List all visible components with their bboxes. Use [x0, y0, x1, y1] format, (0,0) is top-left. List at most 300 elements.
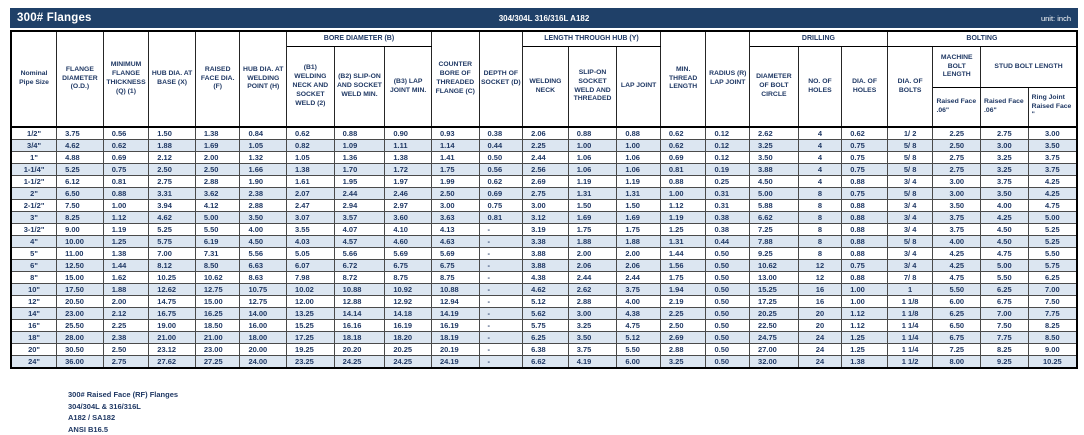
- cell-machine_rf: 3.50: [933, 200, 981, 212]
- cell-y_lj: 0.88: [617, 127, 661, 140]
- cell-b3: 1.97: [385, 176, 432, 188]
- cell-od: 4.88: [57, 152, 104, 164]
- cell-bolt_dia: 3/ 4: [887, 176, 933, 188]
- cell-stud_ring: 5.50: [1028, 248, 1077, 260]
- header-socket-depth: DEPTH OF SOCKET (D): [479, 31, 523, 127]
- cell-bolt_circle: 27.00: [750, 344, 799, 356]
- cell-stud_rf: 3.00: [981, 140, 1029, 152]
- cell-b1: 6.07: [287, 260, 335, 272]
- cell-socket_depth: 0.50: [479, 152, 523, 164]
- cell-hole_dia: 0.88: [842, 176, 888, 188]
- cell-socket_depth: -: [479, 248, 523, 260]
- table-row: [11, 308, 1077, 320]
- cell-num_holes: 16: [798, 284, 842, 296]
- header-radius: RADIUS (R) LAP JOINT: [706, 31, 750, 127]
- cell-pipe_size: 6": [11, 260, 57, 272]
- cell-pipe_size: 1-1/2": [11, 176, 57, 188]
- cell-b3: 2.97: [385, 200, 432, 212]
- cell-b1: 1.05: [287, 152, 335, 164]
- cell-min_thread: 1.75: [660, 272, 706, 284]
- footnote-line: 304/304L & 316/316L: [68, 401, 178, 413]
- table-row: [11, 284, 1077, 296]
- cell-pipe_size: 1/2": [11, 127, 57, 140]
- cell-b2: 14.14: [334, 308, 385, 320]
- cell-bolt_circle: 9.25: [750, 248, 799, 260]
- cell-y_so: 1.50: [568, 200, 617, 212]
- cell-hole_dia: 0.75: [842, 188, 888, 200]
- cell-pipe_size: 16": [11, 320, 57, 332]
- cell-b3: 0.90: [385, 127, 432, 140]
- cell-y_so: 1.75: [568, 224, 617, 236]
- cell-pipe_size: 12": [11, 296, 57, 308]
- cell-pipe_size: 18": [11, 332, 57, 344]
- cell-hub_weld: 18.00: [240, 332, 287, 344]
- cell-thickness: 2.25: [103, 320, 149, 332]
- cell-machine_rf: 3.75: [933, 224, 981, 236]
- cell-b2: 5.66: [334, 248, 385, 260]
- cell-rf_dia: 21.00: [195, 332, 240, 344]
- cell-bolt_circle: 6.62: [750, 212, 799, 224]
- cell-stud_ring: 5.00: [1028, 212, 1077, 224]
- header-hub-base: HUB DIA. AT BASE (X): [149, 31, 196, 127]
- cell-num_holes: 20: [798, 308, 842, 320]
- cell-y_so: 3.00: [568, 308, 617, 320]
- cell-b1: 0.82: [287, 140, 335, 152]
- cell-b3: 12.92: [385, 296, 432, 308]
- cell-min_thread: 2.19: [660, 296, 706, 308]
- cell-min_thread: 1.56: [660, 260, 706, 272]
- cell-y_so: 1.19: [568, 176, 617, 188]
- cell-y_lj: 2.00: [617, 248, 661, 260]
- cell-hub_base: 14.75: [149, 296, 196, 308]
- cell-thickness: 2.75: [103, 356, 149, 369]
- cell-thickness: 0.75: [103, 164, 149, 176]
- cell-radius: 0.50: [706, 260, 750, 272]
- cell-bolt_circle: 3.50: [750, 152, 799, 164]
- cell-socket_depth: 0.56: [479, 164, 523, 176]
- cell-bolt_circle: 2.62: [750, 127, 799, 140]
- cell-min_thread: 1.12: [660, 200, 706, 212]
- cell-od: 28.00: [57, 332, 104, 344]
- cell-radius: 0.12: [706, 127, 750, 140]
- cell-machine_rf: 4.00: [933, 236, 981, 248]
- cell-thickness: 1.44: [103, 260, 149, 272]
- cell-radius: 0.31: [706, 188, 750, 200]
- cell-hub_weld: 4.50: [240, 236, 287, 248]
- cell-y_so: 3.25: [568, 320, 617, 332]
- cell-stud_ring: 7.50: [1028, 296, 1077, 308]
- cell-b2: 20.20: [334, 344, 385, 356]
- cell-radius: 0.50: [706, 344, 750, 356]
- cell-hole_dia: 1.38: [842, 356, 888, 369]
- cell-min_thread: 0.62: [660, 140, 706, 152]
- cell-pipe_size: 8": [11, 272, 57, 284]
- header-y-lap-joint: LAP JOINT: [617, 47, 661, 128]
- cell-socket_depth: -: [479, 320, 523, 332]
- cell-y_so: 3.50: [568, 332, 617, 344]
- cell-socket_depth: -: [479, 296, 523, 308]
- cell-rf_dia: 10.62: [195, 272, 240, 284]
- cell-hub_weld: 2.38: [240, 188, 287, 200]
- header-y-welding-neck: WELDING NECK: [523, 47, 569, 128]
- cell-stud_rf: 7.00: [981, 308, 1029, 320]
- cell-num_holes: 20: [798, 320, 842, 332]
- cell-socket_depth: 0.44: [479, 140, 523, 152]
- cell-bolt_dia: 7/ 8: [887, 272, 933, 284]
- cell-bolt_circle: 17.25: [750, 296, 799, 308]
- cell-stud_ring: 9.00: [1028, 344, 1077, 356]
- cell-hub_base: 27.62: [149, 356, 196, 369]
- cell-y_wn: 3.12: [523, 212, 569, 224]
- cell-bolt_dia: 1 1/4: [887, 344, 933, 356]
- cell-machine_rf: 5.50: [933, 284, 981, 296]
- cell-hub_weld: 3.50: [240, 212, 287, 224]
- table-row: [11, 344, 1077, 356]
- cell-bolt_circle: 20.25: [750, 308, 799, 320]
- cell-rf_dia: 6.19: [195, 236, 240, 248]
- cell-counter_bore: 16.19: [431, 320, 479, 332]
- cell-y_wn: 2.75: [523, 188, 569, 200]
- cell-rf_dia: 5.50: [195, 224, 240, 236]
- cell-socket_depth: -: [479, 236, 523, 248]
- cell-pipe_size: 1": [11, 152, 57, 164]
- cell-counter_bore: 24.19: [431, 356, 479, 369]
- cell-b2: 6.72: [334, 260, 385, 272]
- cell-hole_dia: 0.88: [842, 248, 888, 260]
- cell-y_wn: 3.88: [523, 260, 569, 272]
- cell-min_thread: 0.69: [660, 152, 706, 164]
- cell-stud_rf: 9.25: [981, 356, 1029, 369]
- cell-hub_base: 16.75: [149, 308, 196, 320]
- cell-b1: 1.61: [287, 176, 335, 188]
- cell-thickness: 2.50: [103, 344, 149, 356]
- cell-num_holes: 4: [798, 164, 842, 176]
- cell-hub_weld: 24.00: [240, 356, 287, 369]
- cell-num_holes: 8: [798, 212, 842, 224]
- cell-min_thread: 0.81: [660, 164, 706, 176]
- cell-y_so: 4.19: [568, 356, 617, 369]
- header-b2: (B2) SLIP-ON AND SOCKET WELD MIN.: [334, 47, 385, 128]
- cell-b3: 16.19: [385, 320, 432, 332]
- cell-machine_rf: 2.25: [933, 127, 981, 140]
- cell-thickness: 0.62: [103, 140, 149, 152]
- cell-min_thread: 2.50: [660, 320, 706, 332]
- cell-stud_ring: 4.25: [1028, 188, 1077, 200]
- cell-stud_ring: 5.25: [1028, 236, 1077, 248]
- cell-num_holes: 8: [798, 236, 842, 248]
- material-label: 304/304L 316/316L A182: [237, 14, 851, 23]
- header-bolt-circle: DIAMETER OF BOLT CIRCLE: [750, 47, 799, 128]
- cell-bolt_dia: 5/ 8: [887, 188, 933, 200]
- cell-radius: 0.31: [706, 200, 750, 212]
- cell-num_holes: 24: [798, 356, 842, 369]
- cell-y_wn: 6.62: [523, 356, 569, 369]
- cell-hub_weld: 10.75: [240, 284, 287, 296]
- cell-hole_dia: 1.12: [842, 320, 888, 332]
- cell-machine_rf: 6.50: [933, 320, 981, 332]
- cell-bolt_circle: 5.00: [750, 188, 799, 200]
- cell-hole_dia: 0.88: [842, 272, 888, 284]
- cell-bolt_dia: 5/ 8: [887, 152, 933, 164]
- cell-hole_dia: 1.25: [842, 332, 888, 344]
- cell-thickness: 1.88: [103, 284, 149, 296]
- cell-stud_rf: 7.75: [981, 332, 1029, 344]
- cell-b3: 10.92: [385, 284, 432, 296]
- cell-num_holes: 4: [798, 176, 842, 188]
- cell-num_holes: 8: [798, 224, 842, 236]
- cell-thickness: 0.69: [103, 152, 149, 164]
- cell-od: 4.62: [57, 140, 104, 152]
- cell-thickness: 1.00: [103, 200, 149, 212]
- cell-b1: 12.00: [287, 296, 335, 308]
- cell-socket_depth: -: [479, 308, 523, 320]
- cell-y_wn: 2.06: [523, 127, 569, 140]
- cell-bolt_dia: 3/ 4: [887, 200, 933, 212]
- cell-machine_rf: 3.00: [933, 188, 981, 200]
- cell-y_so: 2.62: [568, 284, 617, 296]
- cell-pipe_size: 3/4": [11, 140, 57, 152]
- cell-stud_rf: 4.50: [981, 236, 1029, 248]
- cell-counter_bore: 1.14: [431, 140, 479, 152]
- cell-counter_bore: 1.99: [431, 176, 479, 188]
- cell-y_wn: 3.19: [523, 224, 569, 236]
- cell-b2: 1.36: [334, 152, 385, 164]
- header-counter-bore: COUNTER BORE OF THREADED FLANGE (C): [431, 31, 479, 127]
- cell-radius: 0.50: [706, 296, 750, 308]
- cell-b1: 19.25: [287, 344, 335, 356]
- table-row: [11, 224, 1077, 236]
- cell-bolt_dia: 5/ 8: [887, 164, 933, 176]
- cell-hub_base: 7.00: [149, 248, 196, 260]
- cell-y_wn: 3.38: [523, 236, 569, 248]
- cell-socket_depth: 0.38: [479, 127, 523, 140]
- cell-b2: 24.25: [334, 356, 385, 369]
- cell-y_wn: 5.12: [523, 296, 569, 308]
- cell-min_thread: 1.94: [660, 284, 706, 296]
- cell-b3: 5.69: [385, 248, 432, 260]
- cell-od: 11.00: [57, 248, 104, 260]
- cell-hub_base: 1.88: [149, 140, 196, 152]
- cell-counter_bore: 18.19: [431, 332, 479, 344]
- cell-b2: 2.94: [334, 200, 385, 212]
- cell-y_wn: 4.62: [523, 284, 569, 296]
- cell-machine_rf: 8.00: [933, 356, 981, 369]
- cell-y_so: 1.88: [568, 236, 617, 248]
- cell-rf_dia: 16.25: [195, 308, 240, 320]
- cell-y_lj: 5.12: [617, 332, 661, 344]
- cell-stud_rf: 3.25: [981, 152, 1029, 164]
- cell-radius: 0.38: [706, 224, 750, 236]
- cell-counter_bore: 1.75: [431, 164, 479, 176]
- cell-counter_bore: 5.69: [431, 248, 479, 260]
- cell-stud_rf: 2.75: [981, 127, 1029, 140]
- cell-b1: 2.07: [287, 188, 335, 200]
- cell-radius: 0.38: [706, 212, 750, 224]
- cell-bolt_dia: 3/ 4: [887, 212, 933, 224]
- cell-thickness: 1.25: [103, 236, 149, 248]
- cell-rf_dia: 2.00: [195, 152, 240, 164]
- cell-hole_dia: 1.12: [842, 308, 888, 320]
- cell-b1: 3.07: [287, 212, 335, 224]
- cell-bolt_circle: 5.88: [750, 200, 799, 212]
- cell-y_so: 2.00: [568, 248, 617, 260]
- cell-b2: 3.57: [334, 212, 385, 224]
- cell-hub_weld: 4.00: [240, 224, 287, 236]
- cell-num_holes: 8: [798, 188, 842, 200]
- cell-hub_weld: 1.32: [240, 152, 287, 164]
- cell-od: 25.50: [57, 320, 104, 332]
- footnotes: [68, 389, 178, 435]
- cell-socket_depth: -: [479, 260, 523, 272]
- cell-num_holes: 4: [798, 140, 842, 152]
- cell-min_thread: 2.88: [660, 344, 706, 356]
- cell-b1: 4.03: [287, 236, 335, 248]
- cell-socket_depth: -: [479, 284, 523, 296]
- cell-bolt_circle: 7.25: [750, 224, 799, 236]
- cell-counter_bore: 4.13: [431, 224, 479, 236]
- cell-stud_ring: 4.75: [1028, 200, 1077, 212]
- cell-radius: 0.50: [706, 308, 750, 320]
- cell-od: 7.50: [57, 200, 104, 212]
- cell-od: 30.50: [57, 344, 104, 356]
- cell-od: 23.00: [57, 308, 104, 320]
- cell-hub_weld: 8.63: [240, 272, 287, 284]
- cell-bolt_dia: 1 1/2: [887, 356, 933, 369]
- cell-b2: 0.88: [334, 127, 385, 140]
- cell-b2: 1.95: [334, 176, 385, 188]
- header-group-drilling: DRILLING: [750, 31, 888, 47]
- cell-y_lj: 2.44: [617, 272, 661, 284]
- cell-b3: 6.75: [385, 260, 432, 272]
- cell-stud_rf: 3.50: [981, 188, 1029, 200]
- header-num-holes: NO. OF HOLES: [798, 47, 842, 128]
- header-group-bore: BORE DIAMETER (B): [287, 31, 432, 47]
- cell-bolt_circle: 10.62: [750, 260, 799, 272]
- cell-min_thread: 3.25: [660, 356, 706, 369]
- cell-hub_base: 2.12: [149, 152, 196, 164]
- cell-rf_dia: 7.31: [195, 248, 240, 260]
- cell-bolt_circle: 3.88: [750, 164, 799, 176]
- header-hole-dia: DIA. OF HOLES: [842, 47, 888, 128]
- cell-y_lj: 1.88: [617, 236, 661, 248]
- cell-b1: 5.05: [287, 248, 335, 260]
- cell-stud_ring: 3.50: [1028, 140, 1077, 152]
- cell-od: 20.50: [57, 296, 104, 308]
- cell-stud_ring: 6.25: [1028, 272, 1077, 284]
- cell-y_wn: 2.56: [523, 164, 569, 176]
- header-group-bolting: BOLTING: [887, 31, 1077, 47]
- page-title: 300# Flanges: [17, 12, 237, 24]
- cell-stud_rf: 6.75: [981, 296, 1029, 308]
- cell-hole_dia: 0.88: [842, 200, 888, 212]
- cell-y_wn: 3.88: [523, 248, 569, 260]
- cell-pipe_size: 2": [11, 188, 57, 200]
- cell-min_thread: 1.00: [660, 188, 706, 200]
- cell-num_holes: 24: [798, 332, 842, 344]
- header-b1: (B1) WELDING NECK AND SOCKET WELD (2): [287, 47, 335, 128]
- cell-y_lj: 2.06: [617, 260, 661, 272]
- cell-stud_ring: 5.25: [1028, 224, 1077, 236]
- cell-hub_base: 3.31: [149, 188, 196, 200]
- cell-od: 15.00: [57, 272, 104, 284]
- cell-b1: 0.62: [287, 127, 335, 140]
- cell-y_lj: 6.00: [617, 356, 661, 369]
- table-row: [11, 127, 1077, 140]
- cell-b1: 15.25: [287, 320, 335, 332]
- cell-counter_bore: 10.88: [431, 284, 479, 296]
- cell-socket_depth: -: [479, 224, 523, 236]
- cell-b1: 3.55: [287, 224, 335, 236]
- flange-table: [10, 30, 1078, 369]
- cell-hub_base: 10.25: [149, 272, 196, 284]
- cell-y_wn: 2.69: [523, 176, 569, 188]
- cell-radius: 0.50: [706, 248, 750, 260]
- cell-b3: 3.60: [385, 212, 432, 224]
- cell-stud_rf: 6.25: [981, 284, 1029, 296]
- cell-counter_bore: 4.63: [431, 236, 479, 248]
- header-od: FLANGE DIAMETER (O.D.): [57, 31, 104, 127]
- cell-min_thread: 0.88: [660, 176, 706, 188]
- cell-machine_rf: 6.25: [933, 308, 981, 320]
- cell-thickness: 0.88: [103, 188, 149, 200]
- cell-b1: 17.25: [287, 332, 335, 344]
- cell-hole_dia: 1.00: [842, 296, 888, 308]
- cell-b3: 14.18: [385, 308, 432, 320]
- cell-b3: 4.10: [385, 224, 432, 236]
- cell-stud_ring: 7.00: [1028, 284, 1077, 296]
- cell-socket_depth: -: [479, 272, 523, 284]
- cell-hub_base: 2.50: [149, 164, 196, 176]
- cell-stud_ring: 4.25: [1028, 176, 1077, 188]
- footnote-line: ANSI B16.5: [68, 424, 178, 435]
- cell-socket_depth: 0.62: [479, 176, 523, 188]
- cell-b2: 4.57: [334, 236, 385, 248]
- cell-stud_rf: 5.00: [981, 260, 1029, 272]
- cell-stud_ring: 5.75: [1028, 260, 1077, 272]
- cell-hole_dia: 0.75: [842, 164, 888, 176]
- cell-od: 17.50: [57, 284, 104, 296]
- cell-hub_base: 1.50: [149, 127, 196, 140]
- cell-hub_base: 21.00: [149, 332, 196, 344]
- cell-min_thread: 0.62: [660, 127, 706, 140]
- cell-hole_dia: 0.88: [842, 212, 888, 224]
- cell-thickness: 1.38: [103, 248, 149, 260]
- cell-machine_rf: 4.75: [933, 272, 981, 284]
- cell-counter_bore: 6.75: [431, 260, 479, 272]
- cell-y_so: 3.75: [568, 344, 617, 356]
- cell-socket_depth: 0.75: [479, 200, 523, 212]
- cell-od: 10.00: [57, 236, 104, 248]
- cell-y_wn: 5.62: [523, 308, 569, 320]
- cell-thickness: 2.00: [103, 296, 149, 308]
- cell-socket_depth: -: [479, 332, 523, 344]
- cell-rf_dia: 23.00: [195, 344, 240, 356]
- cell-rf_dia: 2.88: [195, 176, 240, 188]
- cell-b3: 8.75: [385, 272, 432, 284]
- table-row: [11, 188, 1077, 200]
- cell-stud_ring: 3.00: [1028, 127, 1077, 140]
- table-row: [11, 152, 1077, 164]
- cell-hole_dia: 0.75: [842, 140, 888, 152]
- cell-hub_weld: 12.75: [240, 296, 287, 308]
- cell-thickness: 2.12: [103, 308, 149, 320]
- cell-y_lj: 1.50: [617, 200, 661, 212]
- cell-y_wn: 2.44: [523, 152, 569, 164]
- table-row: [11, 320, 1077, 332]
- cell-bolt_dia: 1 1/4: [887, 332, 933, 344]
- cell-y_wn: 2.25: [523, 140, 569, 152]
- cell-radius: 0.50: [706, 284, 750, 296]
